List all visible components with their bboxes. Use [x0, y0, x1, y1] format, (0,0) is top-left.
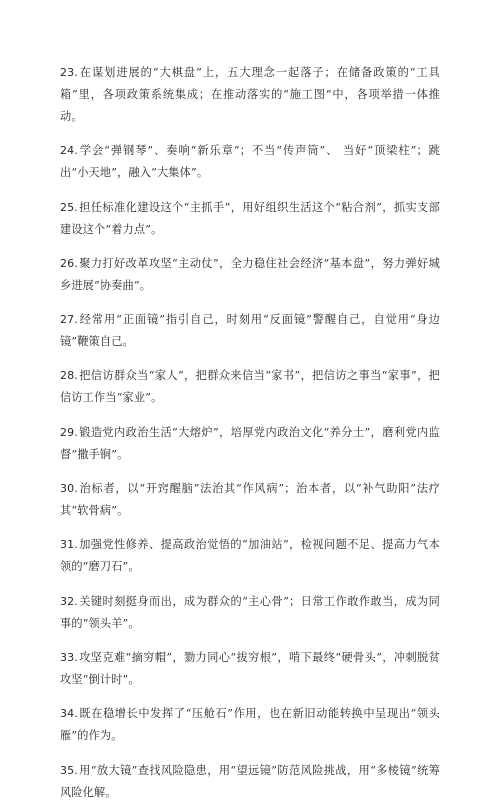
item-number: 30.	[60, 482, 78, 496]
item-text: 既在稳增长中发挥了“压舱石”作用，也在新旧动能转换中呈现出“领头雁”的作为。	[60, 707, 440, 743]
item-number: 26.	[60, 256, 78, 270]
list-item	[60, 647, 440, 691]
item-number: 34.	[60, 707, 78, 721]
item-number: 35.	[60, 763, 78, 777]
item-text: 治标者，以“开窍醒脑”法治其“作风病”；治本者，以“补气助阳”法疗其“软骨病”。	[60, 482, 440, 518]
item-text: 关键时刻挺身而出，成为群众的“主心骨”；日常工作敢作敢当，成为同事的“领头羊”。	[60, 594, 440, 630]
item-number: 33.	[60, 650, 78, 664]
list-item	[60, 591, 440, 635]
item-number: 29.	[60, 425, 78, 439]
item-number: 24.	[60, 144, 78, 158]
list-item	[60, 197, 440, 241]
list-item	[60, 140, 440, 184]
item-number: 31.	[60, 538, 78, 552]
item-text: 加强党性修养、提高政治觉悟的“加油站”，检视问题不足、提高力气本领的“磨刀石”。	[60, 538, 440, 574]
list-item	[60, 62, 440, 128]
list-item	[60, 478, 440, 522]
item-text: 学会“弹钢琴”、奏响“新乐章”；不当“传声筒”、 当好“顶梁柱”；跳出“小天地”，融入“大集体”。	[60, 144, 440, 180]
item-text: 攻坚克难“摘穷帽”，勠力同心“拔穷根”，啃下最终“硬骨头”，冲刺脱贫攻坚“倒计时”。	[60, 650, 440, 686]
item-text: 把信访群众当“家人”，把群众来信当“家书”，把信访之事当“家事”，把信访工作当“家业”。	[60, 369, 440, 405]
item-text: 经常用“正面镜”指引自己，时刻用“反面镜”警醒自己，自觉用“身边镜”鞭策自己。	[60, 313, 440, 349]
item-text: 聚力打好改革攻坚“主动仗”，全力稳住社会经济“基本盘”，努力弹好城乡进展“协奏曲”。	[60, 256, 440, 292]
item-text: 担任标准化建设这个“主抓手”，用好组织生活这个“粘合剂”，抓实支部建设这个“着力点”。	[60, 200, 440, 236]
item-text: 锻造党内政治生活“大熔炉”，培厚党内政治文化“养分土”，磨利党内监督“撒手锏”。	[60, 425, 440, 461]
item-text: 用“放大镜”查找风险隐患，用“望远镜”防范风险挑战，用“多棱镜”统筹风险化解。	[60, 763, 440, 799]
list-item	[60, 760, 440, 804]
list-item	[60, 365, 440, 409]
list-item	[60, 422, 440, 466]
item-number: 27.	[60, 313, 78, 327]
item-number: 32.	[60, 594, 78, 608]
item-number: 23.	[60, 66, 78, 79]
list-item	[60, 534, 440, 578]
list-item	[60, 703, 440, 747]
list-item	[60, 309, 440, 353]
item-number: 25.	[60, 200, 78, 214]
list-item	[60, 253, 440, 297]
item-number: 28.	[60, 369, 78, 383]
item-text: 在谋划进展的“大棋盘”上，五大理念一起落子；在储备政策的“工具箱”里，各项政策系统集成；在推动落实的“施工图”中，各项举措一体推动。	[60, 66, 440, 123]
